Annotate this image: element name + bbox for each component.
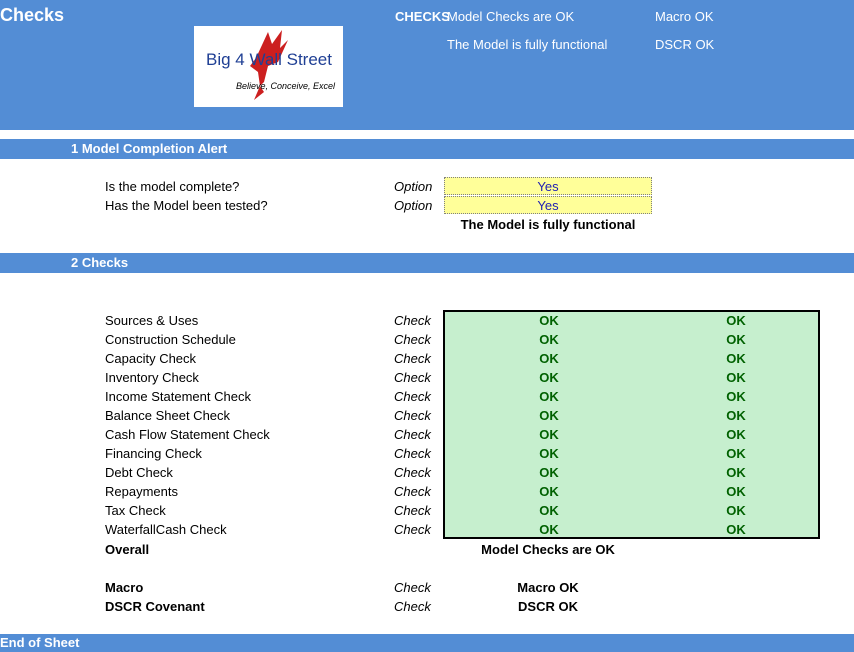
check-row-status-1: OK xyxy=(539,332,559,347)
row-model-tested-kind: Option xyxy=(394,198,433,213)
check-row-status-2: OK xyxy=(726,427,746,442)
check-row-kind: Check xyxy=(394,446,431,461)
logo-tagline: Believe, Conceive, Excel xyxy=(236,81,336,91)
check-row-label: Capacity Check xyxy=(105,351,197,366)
check-row-label: WaterfallCash Check xyxy=(105,522,227,537)
check-row-status-2: OK xyxy=(726,313,746,328)
check-row-status-2: OK xyxy=(726,408,746,423)
checks-label: CHECKS xyxy=(395,9,450,24)
overall-label: Overall xyxy=(105,542,150,557)
check-row-status-1: OK xyxy=(539,446,559,461)
check-row-label: Repayments xyxy=(105,484,178,499)
section-1-header xyxy=(0,139,854,159)
macro-label: Macro xyxy=(105,580,144,595)
check-row-status-1: OK xyxy=(539,503,559,518)
check-row-kind: Check xyxy=(394,408,431,423)
check-row-status-1: OK xyxy=(539,351,559,366)
check-row-status-2: OK xyxy=(726,370,746,385)
sheet-title: Checks xyxy=(0,5,65,25)
model-tested-value[interactable]: Yes xyxy=(537,198,559,213)
section-2-title: 2 Checks xyxy=(71,255,129,270)
company-logo xyxy=(194,26,343,107)
end-of-sheet-bar xyxy=(0,634,854,652)
check-row-label: Balance Sheet Check xyxy=(105,408,231,423)
check-row-status-1: OK xyxy=(539,389,559,404)
macro-kind: Check xyxy=(394,580,431,595)
logo-name: Big 4 Wall Street xyxy=(206,50,332,69)
check-row-status-1: OK xyxy=(539,484,559,499)
check-row-kind: Check xyxy=(394,503,431,518)
check-row-status-2: OK xyxy=(726,522,746,537)
row-model-tested-label: Has the Model been tested? xyxy=(105,198,268,213)
check-row-kind: Check xyxy=(394,427,431,442)
macro-status[interactable]: Macro OK xyxy=(655,9,714,24)
dscr-value: DSCR OK xyxy=(518,599,578,614)
completion-summary: The Model is fully functional xyxy=(460,217,636,232)
check-row-label: Debt Check xyxy=(105,465,173,480)
check-row-kind: Check xyxy=(394,484,431,499)
check-row-status-2: OK xyxy=(726,389,746,404)
check-row-kind: Check xyxy=(394,313,431,328)
end-of-sheet-title: End of Sheet xyxy=(0,635,80,650)
dscr-status[interactable]: DSCR OK xyxy=(655,37,715,52)
check-row-status-2: OK xyxy=(726,332,746,347)
row-model-complete-kind: Option xyxy=(394,179,433,194)
row-model-complete-label: Is the model complete? xyxy=(105,179,240,194)
check-row-kind: Check xyxy=(394,389,431,404)
check-row-kind: Check xyxy=(394,370,431,385)
check-row-kind: Check xyxy=(394,465,431,480)
check-row-status-1: OK xyxy=(539,313,559,328)
check-row-kind: Check xyxy=(394,351,431,366)
model-checks-status[interactable]: Model Checks are OK xyxy=(447,9,575,24)
check-row-status-2: OK xyxy=(726,484,746,499)
check-row-status-2: OK xyxy=(726,351,746,366)
check-row-label: Tax Check xyxy=(105,503,166,518)
check-row-status-1: OK xyxy=(539,370,559,385)
check-row-status-2: OK xyxy=(726,446,746,461)
check-row-label: Cash Flow Statement Check xyxy=(105,427,270,442)
model-complete-value[interactable]: Yes xyxy=(537,179,559,194)
section-2-header xyxy=(0,253,854,273)
check-row-status-1: OK xyxy=(539,465,559,480)
dscr-label: DSCR Covenant xyxy=(105,599,205,614)
check-row-status-2: OK xyxy=(726,465,746,480)
check-row-status-1: OK xyxy=(539,408,559,423)
check-row-label: Income Statement Check xyxy=(105,389,251,404)
check-row-label: Sources & Uses xyxy=(105,313,199,328)
section-1-title: 1 Model Completion Alert xyxy=(71,141,228,156)
macro-value: Macro OK xyxy=(517,580,579,595)
overall-value: Model Checks are OK xyxy=(481,542,615,557)
check-row-kind: Check xyxy=(394,332,431,347)
functional-status[interactable]: The Model is fully functional xyxy=(447,37,608,52)
check-row-status-1: OK xyxy=(539,522,559,537)
check-row-status-2: OK xyxy=(726,503,746,518)
check-row-label: Construction Schedule xyxy=(105,332,236,347)
check-row-status-1: OK xyxy=(539,427,559,442)
check-row-kind: Check xyxy=(394,522,431,537)
dscr-kind: Check xyxy=(394,599,431,614)
check-row-label: Inventory Check xyxy=(105,370,199,385)
check-row-label: Financing Check xyxy=(105,446,202,461)
